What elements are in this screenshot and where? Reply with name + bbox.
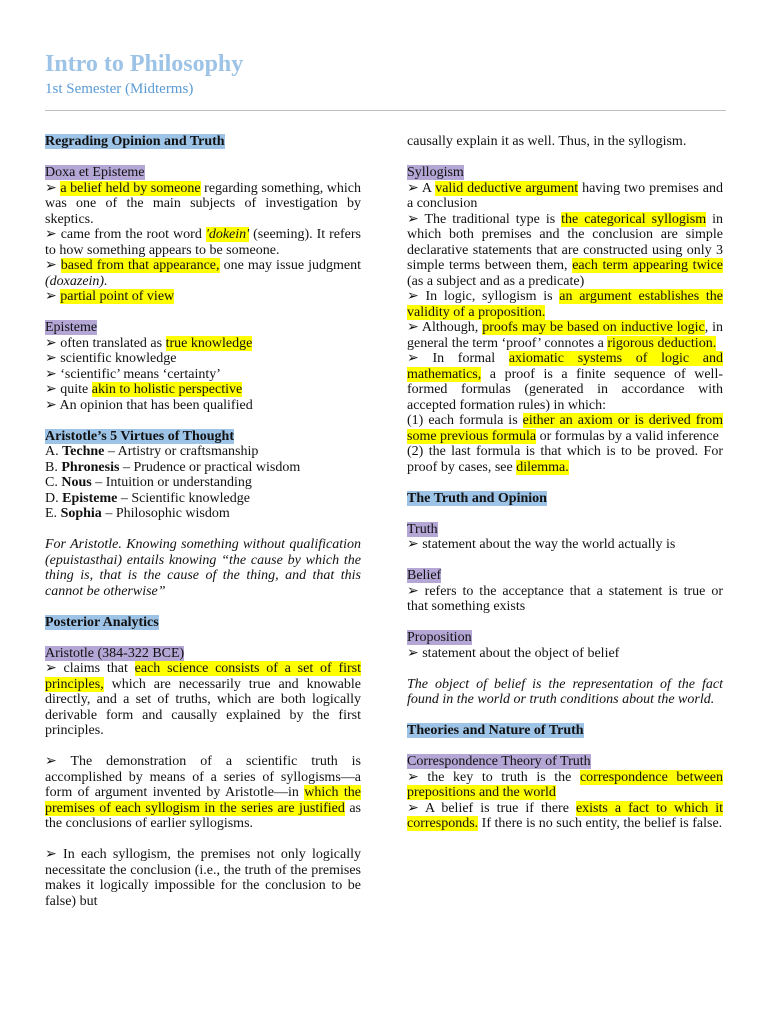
bullet-item: ➢ based from that appearance, one may issue judgment (doxazein). <box>45 258 361 289</box>
bullet-item: ➢ Although, proofs may be based on inductive logic, in general the term ‘proof’ connotes a rigorous deduction. <box>407 320 724 351</box>
arrow-bullet-icon: ➢ <box>45 335 61 351</box>
arrow-bullet-icon: ➢ <box>45 351 61 366</box>
right-column <box>407 134 723 832</box>
subheading-aristotle: Aristotle (384-322 BCE) <box>45 645 185 661</box>
arrow-bullet-icon: ➢ <box>407 180 422 196</box>
subheading-correspondence: Correspondence Theory of Truth <box>407 754 591 769</box>
bullet-item: ➢ often translated as true knowledge <box>45 335 253 351</box>
bullet-item: ➢ statement about the way the world actually is <box>407 537 676 552</box>
arrow-bullet-icon: ➢ <box>45 754 71 769</box>
section-heading-posterior-analytics: Posterior Analytics <box>45 614 159 630</box>
page-title: Intro to Philosophy <box>45 51 244 77</box>
subheading-syllogism: Syllogism <box>407 165 464 180</box>
virtue-item: C. Nous – Intuition or understanding <box>45 475 252 490</box>
arrow-bullet-icon: ➢ <box>407 320 422 335</box>
arrow-bullet-icon: ➢ <box>45 366 61 382</box>
virtue-item: E. Sophia – Philosophic wisdom <box>45 506 230 521</box>
section-heading-truth-opinion: The Truth and Opinion <box>407 490 547 506</box>
bullet-item: ➢ a belief held by someone regarding something, which was one of the main subjects of investigation by skeptics. <box>45 180 361 227</box>
virtue-item: A. Techne – Artistry or craftsmanship <box>45 444 259 459</box>
header-divider <box>45 110 726 111</box>
arrow-bullet-icon: ➢ <box>407 211 425 227</box>
arrow-bullet-icon: ➢ <box>407 351 433 366</box>
subheading-episteme: Episteme <box>45 320 98 335</box>
arrow-bullet-icon: ➢ <box>45 661 64 676</box>
arrow-bullet-icon: ➢ <box>407 800 425 816</box>
arrow-bullet-icon: ➢ <box>407 645 423 661</box>
bullet-item: ➢ The demonstration of a scientific truth is accomplished by means of a series of syllogisms—a form of argument invented by Aristotle—in which the premises of each syllogism in the series are justified as the conclusions of earlier syllogisms. <box>45 754 361 831</box>
bullet-item: ➢ partial point of view <box>45 289 175 304</box>
bullet-item: ➢ In formal axiomatic systems of logic and mathematics, a proof is a finite sequence of well-formed formulas (generated in accordance with accepted formation rules) in which: <box>407 351 723 413</box>
bullet-item: ➢ scientific knowledge <box>45 351 177 366</box>
bullet-item: ➢ refers to the acceptance that a statement is true or that something exists <box>407 583 723 614</box>
arrow-bullet-icon: ➢ <box>407 289 426 304</box>
bullet-item: ➢ came from the root word 'dokein' (seeming). It refers to how something appears to be someone. <box>45 227 361 258</box>
arrow-bullet-icon: ➢ <box>45 397 60 413</box>
subheading-doxa: Doxa et Episteme <box>45 165 145 180</box>
numbered-item: (2) the last formula is that which is to be proved. For proof by cases, see dilemma. <box>407 444 723 475</box>
bullet-item: ➢ claims that each science consists of a set of first principles, which are necessarily true and knowable directly, and a set of truths, which are both logically derivable form and causally explained by the first principles. <box>45 661 361 738</box>
page-subtitle: 1st Semester (Midterms) <box>45 81 194 97</box>
arrow-bullet-icon: ➢ <box>45 180 61 196</box>
aristotle-quote: For Aristotle. Knowing something without qualification (epuistasthai) entails knowing “the cause by which the thing is, that is the cause of the thing, and that this cannot be otherwise” <box>45 537 361 599</box>
virtue-item: D. Episteme – Scientific knowledge <box>45 490 250 506</box>
numbered-item: (1) each formula is either an axiom or is derived from some previous formula or formulas by a valid inference <box>407 413 723 444</box>
bullet-item: ➢ the key to truth is the correspondence between prepositions and the world <box>407 769 724 800</box>
virtue-item: B. Phronesis – Prudence or practical wisdom <box>45 459 301 475</box>
bullet-item: ➢ The traditional type is the categorical syllogism in which both premises and the conclusion are simple declarative statements that are constructed using only 3 simple terms between them, each term appearing twice (as a subject and as a predicate) <box>407 211 724 289</box>
continued-paragraph: causally explain it as well. Thus, in the syllogism. <box>407 134 687 149</box>
arrow-bullet-icon: ➢ <box>45 382 61 397</box>
object-of-belief-note: The object of belief is the representation of the fact found in the world or truth conditions about the world. <box>407 676 723 707</box>
subheading-belief: Belief <box>407 568 442 583</box>
bullet-item: ➢ In each syllogism, the premises not only logically necessitate the conclusion (i.e., the truth of the premises makes it logically impossible for the conclusion to be false) but <box>45 847 361 909</box>
subheading-truth: Truth <box>407 521 438 537</box>
section-heading-theories-truth: Theories and Nature of Truth <box>407 723 584 738</box>
bullet-item: ➢ statement about the object of belief <box>407 645 620 661</box>
bullet-item: ➢ An opinion that has been qualified <box>45 397 253 413</box>
arrow-bullet-icon: ➢ <box>407 769 428 785</box>
bullet-item: ➢ quite akin to holistic perspective <box>45 382 243 397</box>
bullet-item: ➢ A belief is true if there exists a fact to which it corresponds. If there is no such entity, the belief is false. <box>407 800 723 831</box>
left-column <box>45 134 361 909</box>
arrow-bullet-icon: ➢ <box>45 258 61 273</box>
arrow-bullet-icon: ➢ <box>45 847 64 862</box>
arrow-bullet-icon: ➢ <box>45 289 61 304</box>
arrow-bullet-icon: ➢ <box>407 537 423 552</box>
bullet-item: ➢ In logic, syllogism is an argument establishes the validity of a proposition. <box>407 289 723 320</box>
bullet-item: ➢ ‘scientific’ means ‘certainty’ <box>45 366 221 382</box>
arrow-bullet-icon: ➢ <box>407 583 425 599</box>
section-heading-opinion-truth: Regrading Opinion and Truth <box>45 134 225 149</box>
bullet-item: ➢ A valid deductive argument having two premises and a conclusion <box>407 180 723 211</box>
subheading-proposition: Proposition <box>407 630 472 645</box>
section-heading-virtues: Aristotle’s 5 Virtues of Thought <box>45 428 234 444</box>
arrow-bullet-icon: ➢ <box>45 227 61 242</box>
